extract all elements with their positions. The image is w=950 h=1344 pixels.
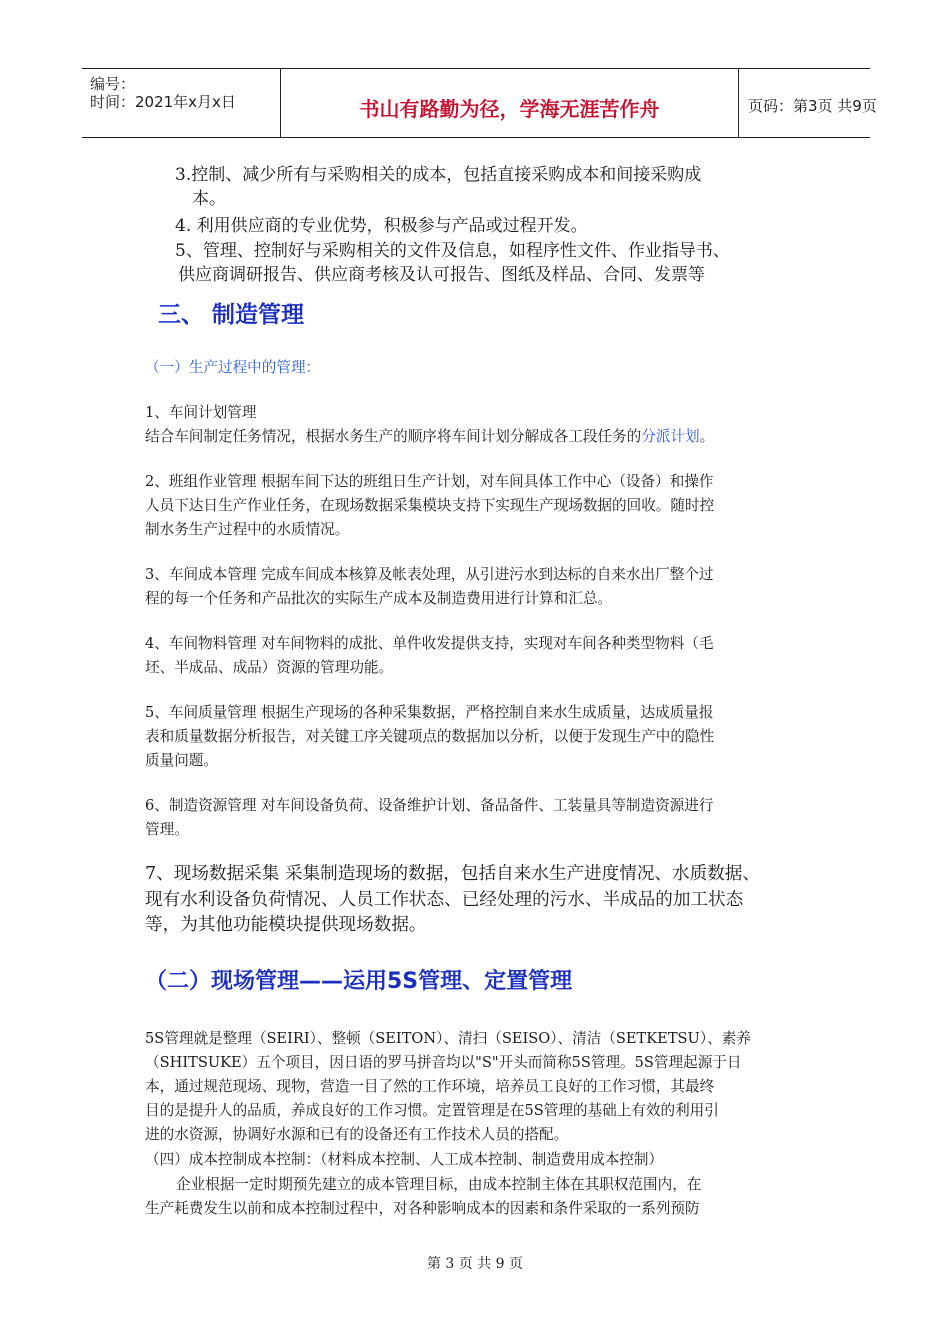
paragraph-2-line-1: 2、班组作业管理 根据车间下达的班组日生产计划，对车间具体工作中心（设备）和操作 xyxy=(145,473,714,490)
cost-control-line-1: 企业根据一定时期预先建立的成本管理目标，由成本控制主体在其职权范围内，在 xyxy=(176,1176,702,1193)
5s-line-5: 进的水资源，协调好水源和已有的设备还有工作技术人员的搭配。 xyxy=(145,1126,569,1143)
cost-control-line-2: 生产耗费发生以前和成本控制过程中，对各种影响成本的因素和条件采取的一系列预防 xyxy=(145,1200,700,1217)
cost-control-heading: （四）成本控制成本控制：（材料成本控制、人工成本控制、制造费用成本控制） xyxy=(145,1151,664,1168)
purchase-item-3-line-1: 3.控制、减少所有与采购相关的成本，包括直接采购成本和间接采购成 xyxy=(175,165,702,185)
paragraph-3-line-2: 程的每一个任务和产品批次的实际生产成本及制造费用进行计算和汇总。 xyxy=(145,590,613,607)
paragraph-5-line-1: 5、车间质量管理 根据生产现场的各种采集数据，严格控制自来水生成质量，达成质量报 xyxy=(145,704,714,721)
5s-line-3: 本，通过规范现场、现物，营造一目了然的工作环境，培养员工良好的工作习惯，其最终 xyxy=(145,1078,715,1095)
purchase-item-4: 4. 利用供应商的专业优势，积极参与产品或过程开发。 xyxy=(175,216,588,236)
number-label: 编号： xyxy=(90,75,136,93)
5s-line-4: 目的是提升人的品质，养成良好的工作习惯。定置管理是在5S管理的基础上有效的利用引 xyxy=(145,1102,719,1119)
paragraph-6-line-2: 管理。 xyxy=(145,821,189,838)
paragraph-7-line-1: 7、现场数据采集 采集制造现场的数据，包括自来水生产进度情况、水质数据、 xyxy=(145,864,760,884)
purchase-item-5-line-2: 供应商调研报告、供应商考核及认可报告、图纸及样品、合同、发票等 xyxy=(178,265,705,285)
header-right-cell xyxy=(738,69,877,137)
paragraph-1-text xyxy=(145,425,714,446)
paragraph-1-title: 1、车间计划管理 xyxy=(145,404,257,421)
page-footer: 第 3 页 共 9 页 xyxy=(426,1256,524,1272)
purchase-item-3-line-2: 本。 xyxy=(192,189,226,209)
paragraph-4-line-2: 坯、半成品、成品）资源的管理功能。 xyxy=(145,659,394,676)
onsite-management-title: （二）现场管理——运用5S管理、定置管理 xyxy=(145,969,573,994)
paragraph-5-line-3: 质量问题。 xyxy=(145,752,218,769)
paragraph-6-line-1: 6、制造资源管理 对车间设备负荷、设备维护计划、备品备件、工装量具等制造资源进行 xyxy=(145,797,714,814)
document-header xyxy=(82,68,877,138)
date-label: 时间：2021年x月x日 xyxy=(90,93,236,111)
header-center-cell xyxy=(280,69,739,137)
paragraph-4-line-1: 4、车间物料管理 对车间物料的成批、单件收发提供支持，实现对车间各种类型物料（毛 xyxy=(145,635,714,652)
paragraph-1-text-a: 结合车间制定任务情况，根据水务生产的顺序将车间计划分解成各工段任务的 xyxy=(145,428,642,445)
paragraph-5-line-2: 表和质量数据分析报告，对关键工序关键项点的数据加以分析，以便于发现生产中的隐性 xyxy=(145,728,715,745)
paragraph-7-line-2: 现有水利设备负荷情况、人员工作状态、已经处理的污水、半成品的加工状态 xyxy=(145,890,744,910)
5s-line-2: （SHITSUKE）五个项目，因日语的罗马拼音均以"S"开头而简称5S管理。5S管理起源于日 xyxy=(145,1054,742,1071)
motto-text: 书山有路勤为径，学海无涯苦作舟 xyxy=(359,97,660,121)
section-3-title: 三、 制造管理 xyxy=(158,302,305,328)
header-left-cell xyxy=(82,69,280,137)
purchase-item-5-line-1: 5、管理、控制好与采购相关的文件及信息，如程序性文件、作业指导书、 xyxy=(175,241,730,261)
paragraph-7-line-3: 等，为其他功能模块提供现场数据。 xyxy=(145,915,427,935)
paragraph-2-line-2: 人员下达日生产作业任务，在现场数据采集模块支持下实现生产现场数据的回收。随时控 xyxy=(145,497,715,514)
paragraph-3-line-1: 3、车间成本管理 完成车间成本核算及帐表处理，从引进污水到达标的自来水出厂整个过 xyxy=(145,566,714,583)
paragraph-1-text-b: 。 xyxy=(699,428,715,445)
dispatch-plan-link[interactable]: 分派计划 xyxy=(641,428,700,445)
paragraph-2-line-3: 制水务生产过程中的水质情况。 xyxy=(145,521,350,538)
page-info: 页码：第3页 共9页 xyxy=(748,97,877,115)
5s-line-1: 5S管理就是整理（SEIRI）、整顿（SEITON）、清扫（SEISO）、清洁（SETKETSU）、素养 xyxy=(145,1030,751,1047)
subsection-1-title: （一）生产过程中的管理： xyxy=(145,359,321,376)
